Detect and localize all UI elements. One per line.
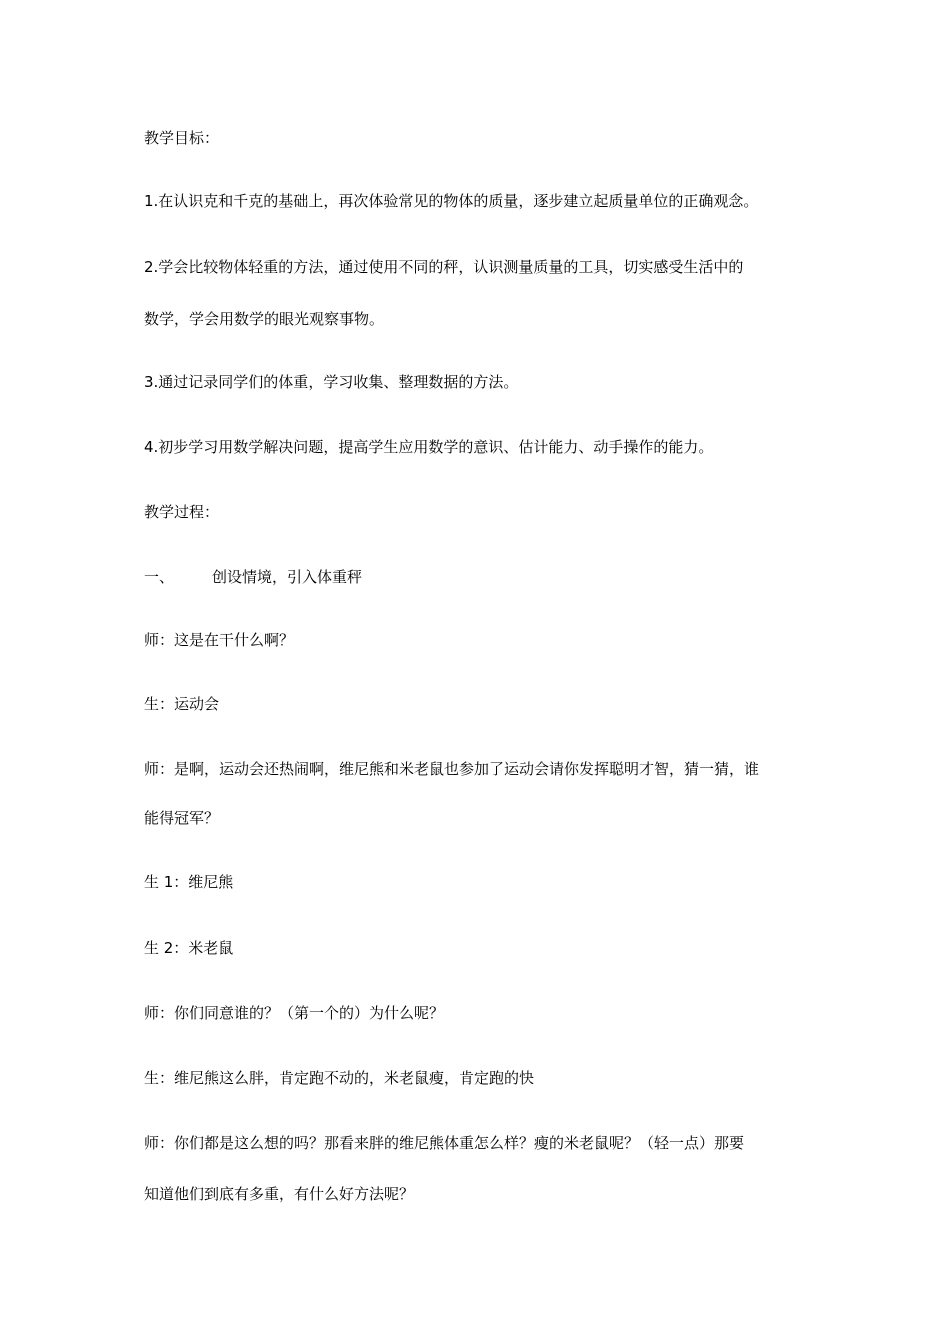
dialogue-line-4: 生 1：维尼熊 xyxy=(144,873,234,891)
dialogue-line-6: 师：你们同意谁的？（第一个的）为什么呢？ xyxy=(144,1004,445,1022)
goal-item-4: 4.初步学习用数学解决问题，提高学生应用数学的意识、估计能力、动手操作的能力。 xyxy=(144,438,714,456)
section-heading xyxy=(144,567,362,587)
dialogue-line-2: 生：运动会 xyxy=(144,695,220,713)
dialogue-line-3: 师：是啊，运动会还热闹啊，维尼熊和米老鼠也参加了运动会请你发挥聪明才智，猜一猜，谁 xyxy=(144,760,760,778)
goal-item-1: 1.在认识克和千克的基础上，再次体验常见的物体的质量，逐步建立起质量单位的正确观念。 xyxy=(144,192,759,210)
goal-item-2-continued: 数学，学会用数学的眼光观察事物。 xyxy=(144,310,385,328)
dialogue-line-3-continued: 能得冠军？ xyxy=(144,809,220,827)
dialogue-line-8: 师：你们都是这么想的吗？那看来胖的维尼熊体重怎么样？瘦的米老鼠呢？（轻一点）那要 xyxy=(144,1134,745,1152)
dialogue-line-7: 生：维尼熊这么胖，肯定跑不动的，米老鼠瘦，肯定跑的快 xyxy=(144,1069,535,1087)
section-number: 一、 xyxy=(144,568,175,586)
section-title: 创设情境，引入体重秤 xyxy=(212,568,363,586)
dialogue-line-5: 生 2：米老鼠 xyxy=(144,939,234,957)
goal-item-2: 2.学会比较物体轻重的方法，通过使用不同的秤，认识测量质量的工具，切实感受生活中的 xyxy=(144,258,744,276)
goals-heading: 教学目标： xyxy=(144,129,220,147)
process-heading: 教学过程： xyxy=(144,503,220,521)
dialogue-line-1: 师：这是在干什么啊？ xyxy=(144,631,295,649)
dialogue-line-8-continued: 知道他们到底有多重，有什么好方法呢？ xyxy=(144,1185,415,1203)
goal-item-3: 3.通过记录同学们的体重，学习收集、整理数据的方法。 xyxy=(144,373,519,391)
